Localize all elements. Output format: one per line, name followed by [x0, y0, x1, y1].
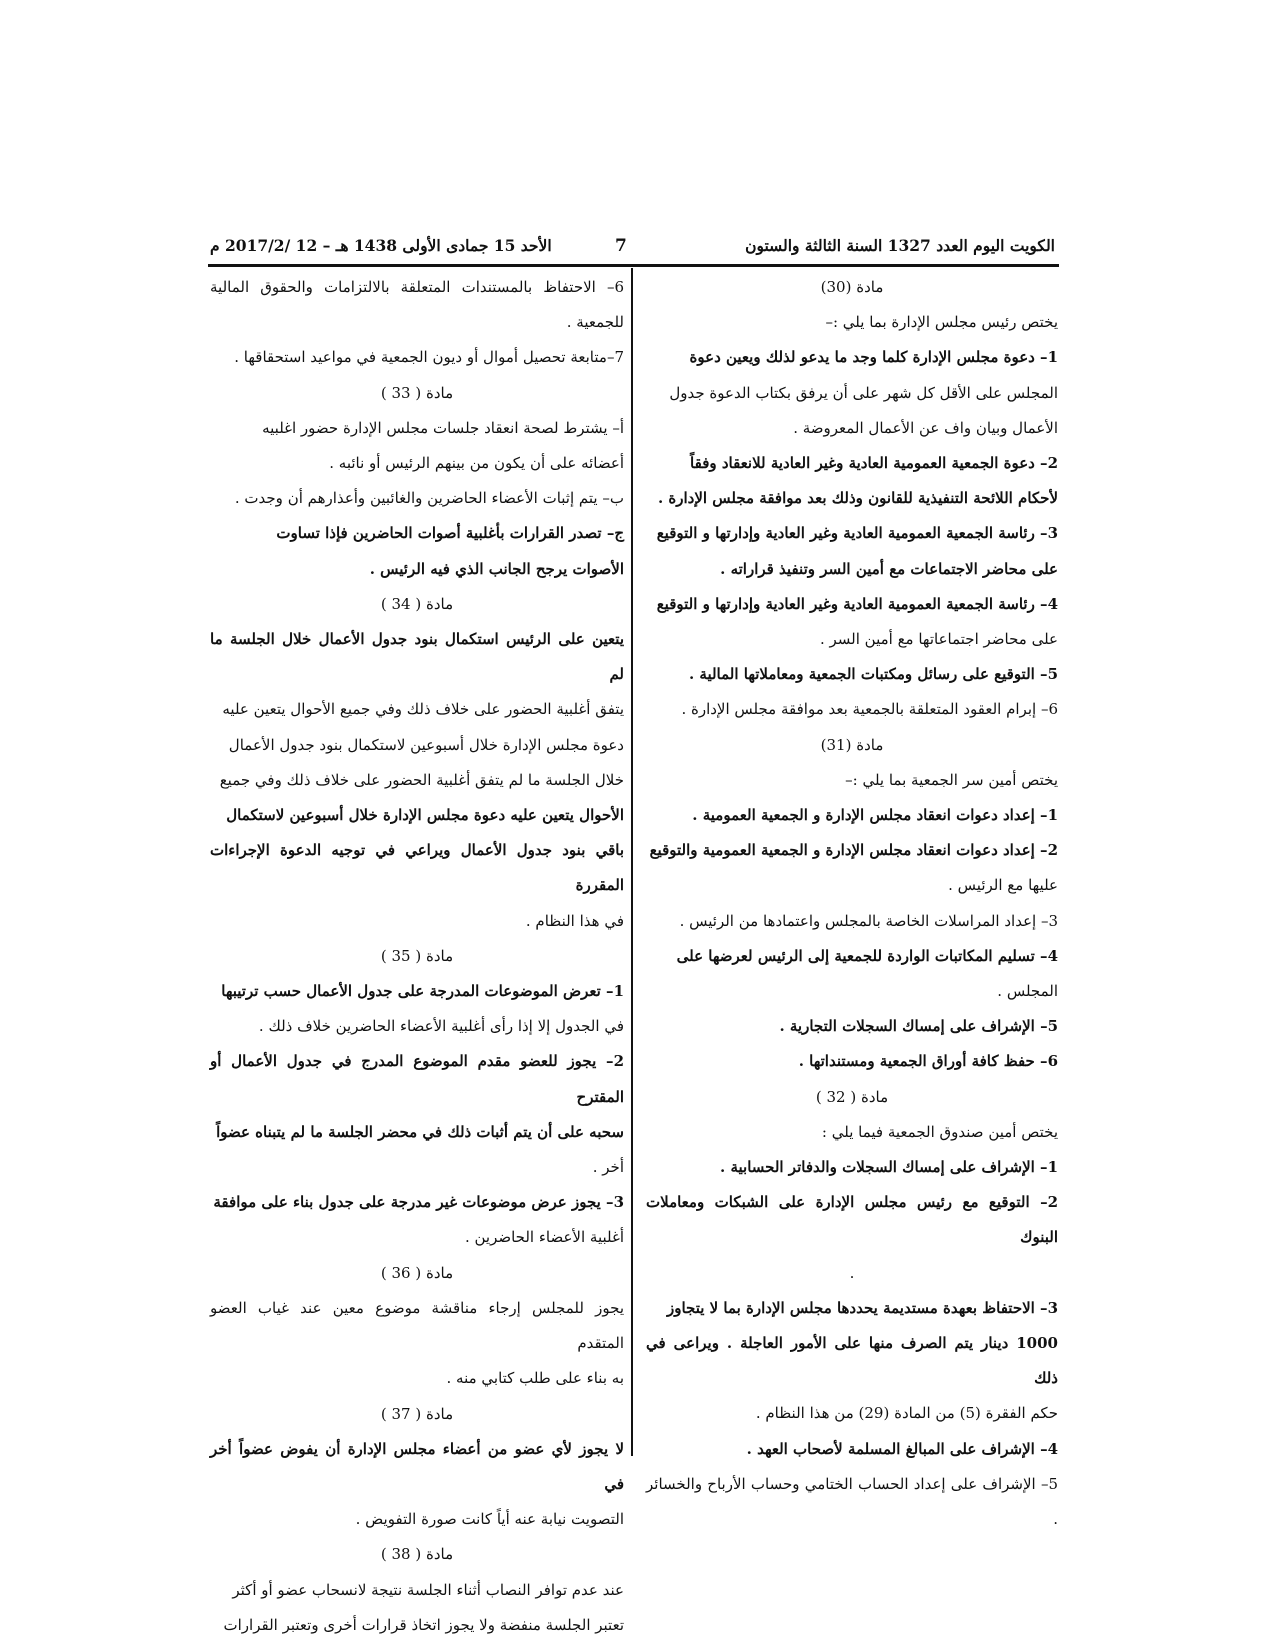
- text-line: باقي بنود جدول الأعمال ويراعي في توجيه الدعوة الإجراءات المقررة: [210, 841, 624, 895]
- text-line: تعتبر الجلسة منفضة ولا يجوز اتخاذ قرارات أخرى وتعتبر القرارات: [223, 1615, 624, 1634]
- column-divider: [631, 268, 633, 1456]
- text-line: لا يجوز لأي عضو من أعضاء مجلس الإدارة أن يفوض عضواً أخر في: [210, 1439, 624, 1493]
- text-line: في هذا النظام .: [525, 911, 624, 930]
- header-date: الأحد 15 جمادى الأولى 1438 هـ – 12 /2017/2 م: [210, 236, 552, 255]
- text-line: 3– الاحتفاظ بعهدة مستديمة يحددها مجلس الإدارة بما لا يتجاوز: [666, 1298, 1058, 1317]
- text-line: المجلس .: [997, 982, 1058, 1001]
- text-line: على محاضر اجتماعاتها مع أمين السر .: [819, 630, 1058, 649]
- text-line: أ– يشترط لصحة انعقاد جلسات مجلس الإدارة حضور اغلبيه: [262, 418, 624, 437]
- text-line: التصويت نيابة عنه أياً كانت صورة التفويض .: [355, 1510, 624, 1529]
- text-line: 6– الاحتفاظ بالمستندات المتعلقة بالالتزامات والحقوق المالية للجمعية .: [210, 278, 624, 332]
- text-line: على محاضر الاجتماعات مع أمين السر وتنفيذ قراراته .: [720, 559, 1058, 578]
- text-line: 3– يجوز عرض موضوعات غير مدرجة على جدول بناء على موافقة: [213, 1193, 624, 1212]
- text-line: أعضائه على أن يكون من بينهم الرئيس أو نائبه .: [329, 454, 624, 473]
- text-line: يجوز للمجلس إرجاء مناقشة موضوع معين عند غياب العضو المتقدم: [210, 1298, 624, 1353]
- text-line: 2– إعداد دعوات انعقاد مجلس الإدارة و الجمعية العمومية والتوقيع: [649, 841, 1058, 860]
- text-line: سحبه على أن يتم أثبات ذلك في محضر الجلسة ما لم يتبناه عضواً: [216, 1122, 624, 1141]
- text-line: 6– حفظ كافة أوراق الجمعية ومستنداتها .: [798, 1052, 1058, 1071]
- text-line: خلال الجلسة ما لم يتفق أغلبية الحضور على خلاف ذلك وفي جميع: [219, 770, 624, 789]
- left-column: [210, 270, 624, 1643]
- text-line: 1000 دينار يتم الصرف منها على الأمور العاجلة . ويراعى في ذلك: [646, 1333, 1058, 1388]
- text-line: 2– التوقيع مع رئيس مجلس الإدارة على الشبكات ومعاملات البنوك: [646, 1193, 1058, 1247]
- text-line: 2– دعوة الجمعية العمومية العادية وغير العادية للانعقاد وفقاً: [690, 454, 1058, 473]
- article-heading: مادة ( 34 ): [380, 594, 454, 613]
- text-line: .: [849, 1263, 855, 1282]
- article-heading: مادة ( 36 ): [380, 1263, 454, 1282]
- text-line: 4– تسليم المكاتبات الواردة للجمعية إلى الرئيس لعرضها على: [676, 946, 1058, 965]
- text-line: 1– دعوة مجلس الإدارة كلما وجد ما يدعو لذلك ويعين دعوة: [689, 348, 1058, 367]
- text-line: دعوة مجلس الإدارة خلال أسبوعين لاستكمال بنود جدول الأعمال: [228, 735, 624, 754]
- article-heading: مادة (31): [820, 735, 884, 754]
- article-intro: يختص رئيس مجلس الإدارة بما يلي :–: [825, 313, 1058, 332]
- right-column: [646, 270, 1058, 1537]
- text-line: الأعمال وبيان واف عن الأعمال المعروضة .: [793, 418, 1058, 437]
- text-line: 1– إعداد دعوات انعقاد مجلس الإدارة و الجمعية العمومية .: [692, 806, 1058, 825]
- text-line: أغلبية الأعضاء الحاضرين .: [464, 1228, 624, 1247]
- text-line: به بناء على طلب كتابي منه .: [446, 1369, 624, 1388]
- text-line: المجلس على الأقل كل شهر على أن يرفق بكتاب الدعوة جدول: [669, 383, 1058, 402]
- article-heading: مادة ( 35 ): [380, 946, 454, 965]
- text-line: الأحوال يتعين عليه دعوة مجلس الإدارة خلال أسبوعين لاستكمال: [226, 806, 624, 825]
- text-line: 1– تعرض الموضوعات المدرجة على جدول الأعمال حسب ترتيبها: [221, 982, 624, 1001]
- text-line: 1– الإشراف على إمساك السجلات والدفاتر الحسابية .: [720, 1158, 1058, 1177]
- text-line: ب– يتم إثبات الأعضاء الحاضرين والغائبين وأعذارهم أن وجدت .: [234, 489, 624, 508]
- text-line: 4– رئاسة الجمعية العمومية العادية وغير العادية وإدارتها و التوقيع: [656, 594, 1058, 613]
- text-line: يتفق أغلبية الحضور على خلاف ذلك وفي جميع الأحوال يتعين عليه: [222, 700, 624, 719]
- text-line: 3– إعداد المراسلات الخاصة بالمجلس واعتمادها من الرئيس .: [679, 911, 1058, 930]
- header-rule: [208, 264, 1059, 267]
- text-line: 5– التوقيع على رسائل ومكتبات الجمعية ومعاملاتها المالية .: [688, 665, 1058, 684]
- text-line: الأصوات يرجح الجانب الذي فيه الرئيس .: [369, 559, 624, 578]
- text-line: 5– الإشراف على إمساك السجلات التجارية .: [779, 1017, 1058, 1036]
- text-line: عليها مع الرئيس .: [948, 876, 1058, 895]
- text-line: حكم الفقرة (5) من المادة (29) من هذا النظام .: [755, 1404, 1058, 1423]
- text-line: 7–متابعة تحصيل أموال أو ديون الجمعية في مواعيد استحقاقها .: [234, 348, 624, 367]
- article-heading: مادة ( 33 ): [380, 383, 454, 402]
- article-heading: مادة ( 38 ): [380, 1545, 454, 1564]
- text-line: في الجدول إلا إذا رأى أغلبية الأعضاء الحاضرين خلاف ذلك .: [258, 1017, 624, 1036]
- text-line: 3– رئاسة الجمعية العمومية العادية وغير العادية وإدارتها و التوقيع: [656, 524, 1058, 543]
- text-line: لأحكام اللائحة التنفيذية للقانون وذلك بعد موافقة مجلس الإدارة .: [657, 489, 1058, 508]
- article-intro: يختص أمين سر الجمعية بما يلي :–: [845, 770, 1058, 789]
- text-line: ج– تصدر القرارات بأغلبية أصوات الحاضرين فإذا تساوت: [276, 524, 624, 543]
- text-line: 2– يجوز للعضو مقدم الموضوع المدرج في جدول الأعمال أو المقترح: [210, 1052, 624, 1106]
- text-line: أخر .: [592, 1158, 624, 1177]
- text-line: 5– الإشراف على إعداد الحساب الختامي وحساب الأرباح والخسائر .: [646, 1474, 1058, 1528]
- header-issue-info: الكويت اليوم العدد 1327 السنة الثالثة والستون: [745, 236, 1055, 255]
- article-heading: مادة ( 32 ): [815, 1087, 889, 1106]
- text-line: 4– الإشراف على المبالغ المسلمة لأصحاب العهد .: [746, 1439, 1058, 1458]
- article-heading: مادة ( 37 ): [380, 1404, 454, 1423]
- article-intro: يختص أمين صندوق الجمعية فيما يلي :: [821, 1122, 1058, 1141]
- text-line: عند عدم توافر النصاب أثناء الجلسة نتيجة لانسحاب عضو أو أكثر: [232, 1580, 624, 1599]
- page-number: 7: [615, 236, 627, 256]
- page-header: [210, 236, 1055, 262]
- article-heading: مادة (30): [820, 278, 884, 296]
- text-line: يتعين على الرئيس استكمال بنود جدول الأعمال خلال الجلسة ما لم: [210, 630, 624, 684]
- text-line: 6– إبرام العقود المتعلقة بالجمعية بعد موافقة مجلس الإدارة .: [681, 700, 1058, 719]
